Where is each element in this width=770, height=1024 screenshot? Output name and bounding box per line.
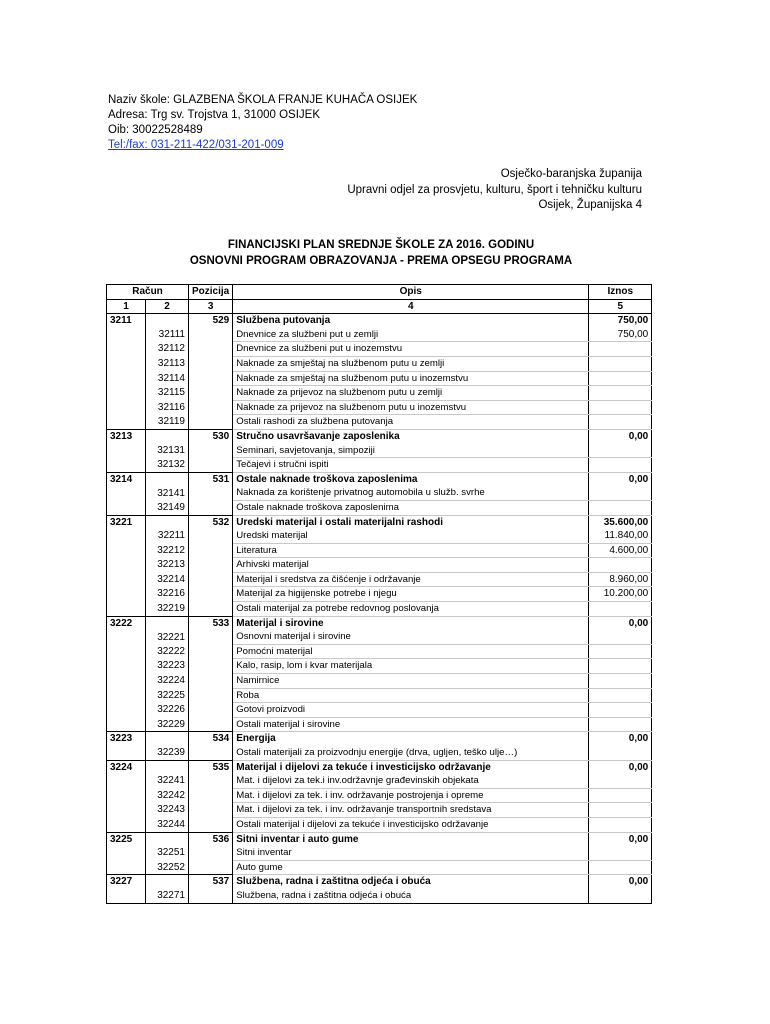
cell-account — [107, 356, 146, 371]
cell-subaccount: 32214 — [146, 572, 189, 587]
table-row — [107, 444, 652, 458]
cell-amount — [589, 486, 652, 500]
cell-description: Ostale naknade troškova zaposlenima — [233, 500, 589, 515]
table-row — [107, 703, 652, 718]
cell-description: Tečajevi i stručni ispiti — [233, 458, 589, 473]
cell-position — [189, 543, 233, 558]
cell-account — [107, 486, 146, 500]
table-row — [107, 630, 652, 644]
table-row — [107, 746, 652, 760]
cell-amount — [589, 889, 652, 903]
cell-amount: 4.600,00 — [589, 543, 652, 558]
cell-subaccount: 32112 — [146, 342, 189, 357]
cell-position: 532 — [189, 515, 233, 529]
table-group-row — [107, 429, 652, 443]
institution-department: Upravni odjel za prosvjetu, kulturu, šport i tehničku kulturu — [347, 183, 642, 196]
table-row — [107, 889, 652, 903]
cell-subaccount: 32224 — [146, 674, 189, 689]
cell-amount — [589, 386, 652, 401]
cell-subaccount: 32242 — [146, 788, 189, 803]
cell-account: 3213 — [107, 429, 146, 443]
cell-subaccount: 32271 — [146, 889, 189, 903]
cell-position — [189, 688, 233, 703]
cell-account — [107, 659, 146, 674]
cell-position — [189, 674, 233, 689]
cell-description: Arhivski materijal — [233, 558, 589, 573]
cell-subaccount: 32243 — [146, 803, 189, 818]
cell-position — [189, 328, 233, 342]
school-header — [108, 93, 417, 153]
cell-position — [189, 703, 233, 718]
cell-position — [189, 500, 233, 515]
cell-position: 529 — [189, 314, 233, 328]
cell-account — [107, 774, 146, 788]
cell-description: Mat. i dijelovi za tek. i inv. održavanje transportnih sredstava — [233, 803, 589, 818]
cell-subaccount: 32241 — [146, 774, 189, 788]
cell-subaccount — [146, 875, 189, 889]
cell-account — [107, 889, 146, 903]
table-row — [107, 415, 652, 430]
table-row — [107, 602, 652, 617]
cell-description: Naknade za prijevoz na službenom putu u inozemstvu — [233, 400, 589, 415]
table-row — [107, 803, 652, 818]
table-row — [107, 659, 652, 674]
cell-subaccount — [146, 832, 189, 846]
cell-subaccount: 32211 — [146, 529, 189, 543]
table-row — [107, 846, 652, 860]
table-row — [107, 342, 652, 357]
cell-description: Energija — [233, 732, 589, 746]
cell-position — [189, 717, 233, 732]
cell-description: Naknade za smještaj na službenom putu u zemlji — [233, 356, 589, 371]
table-row — [107, 400, 652, 415]
cell-position — [189, 817, 233, 832]
cell-subaccount: 32226 — [146, 703, 189, 718]
cell-account: 3224 — [107, 760, 146, 774]
table-row — [107, 529, 652, 543]
cell-subaccount: 32223 — [146, 659, 189, 674]
cell-description: Ostali materijal i dijelovi za tekuće i investicijsko održavanje — [233, 817, 589, 832]
cell-amount — [589, 356, 652, 371]
cell-position: 535 — [189, 760, 233, 774]
cell-account — [107, 500, 146, 515]
cell-position — [189, 774, 233, 788]
cell-amount — [589, 717, 652, 732]
cell-account — [107, 688, 146, 703]
cell-subaccount — [146, 760, 189, 774]
table-row — [107, 717, 652, 732]
table-header-row — [107, 285, 652, 300]
cell-description: Roba — [233, 688, 589, 703]
cell-description: Pomoćni materijal — [233, 644, 589, 659]
cell-position: 531 — [189, 472, 233, 486]
cell-amount — [589, 817, 652, 832]
cell-account — [107, 717, 146, 732]
cell-description: Materijal i sredstva za čišćenje i održavanje — [233, 572, 589, 587]
cell-description: Ostali materijal za potrebe redovnog poslovanja — [233, 602, 589, 617]
cell-account — [107, 703, 146, 718]
cell-amount: 0,00 — [589, 732, 652, 746]
cell-account — [107, 630, 146, 644]
cell-description: Gotovi proizvodi — [233, 703, 589, 718]
cell-subaccount: 32239 — [146, 746, 189, 760]
cell-subaccount: 32131 — [146, 444, 189, 458]
cell-position — [189, 602, 233, 617]
cell-description: Naknada za korištenje privatnog automobila u služb. svrhe — [233, 486, 589, 500]
cell-amount — [589, 602, 652, 617]
cell-description: Uredski materijal — [233, 529, 589, 543]
cell-position — [189, 846, 233, 860]
cell-position — [189, 371, 233, 386]
cell-account: 3225 — [107, 832, 146, 846]
cell-position — [189, 644, 233, 659]
school-name: Naziv škole: GLAZBENA ŠKOLA FRANJE KUHAČA OSIJEK — [108, 94, 418, 106]
cell-position — [189, 415, 233, 430]
cell-amount — [589, 688, 652, 703]
cell-position: 536 — [189, 832, 233, 846]
table-row — [107, 817, 652, 832]
cell-description: Ostale naknade troškova zaposlenima — [233, 472, 589, 486]
cell-subaccount: 32115 — [146, 386, 189, 401]
cell-amount: 0,00 — [589, 832, 652, 846]
cell-subaccount: 32113 — [146, 356, 189, 371]
col-number-4: 4 — [233, 299, 589, 314]
cell-account — [107, 328, 146, 342]
institution-county: Osječko-baranjska županija — [500, 168, 642, 180]
cell-amount — [589, 644, 652, 659]
cell-account — [107, 458, 146, 473]
cell-subaccount: 32252 — [146, 860, 189, 875]
cell-subaccount: 32212 — [146, 543, 189, 558]
table-row — [107, 587, 652, 602]
cell-subaccount: 32216 — [146, 587, 189, 602]
cell-amount — [589, 659, 652, 674]
cell-position — [189, 587, 233, 602]
cell-description: Kalo, rasip, lom i kvar materijala — [233, 659, 589, 674]
cell-description: Ostali materijal i sirovine — [233, 717, 589, 732]
header-iznos: Iznos — [589, 285, 652, 300]
cell-position — [189, 458, 233, 473]
cell-account — [107, 529, 146, 543]
cell-subaccount: 32229 — [146, 717, 189, 732]
cell-account — [107, 817, 146, 832]
cell-account — [107, 846, 146, 860]
cell-amount — [589, 342, 652, 357]
cell-account — [107, 444, 146, 458]
cell-amount — [589, 458, 652, 473]
cell-position — [189, 558, 233, 573]
header-opis: Opis — [233, 285, 589, 300]
cell-subaccount: 32114 — [146, 371, 189, 386]
cell-subaccount: 32119 — [146, 415, 189, 430]
table-group-row — [107, 616, 652, 630]
cell-account: 3227 — [107, 875, 146, 889]
table-row — [107, 688, 652, 703]
table-group-row — [107, 515, 652, 529]
table-row — [107, 386, 652, 401]
cell-subaccount: 32141 — [146, 486, 189, 500]
cell-account: 3214 — [107, 472, 146, 486]
cell-account — [107, 572, 146, 587]
cell-description: Materijal za higijenske potrebe i njegu — [233, 587, 589, 602]
cell-description: Mat. i dijelovi za tek. i inv. održavanje postrojenja i opreme — [233, 788, 589, 803]
col-number-1: 1 — [107, 299, 146, 314]
cell-account — [107, 587, 146, 602]
cell-amount: 10.200,00 — [589, 587, 652, 602]
cell-description: Ostali rashodi za službena putovanja — [233, 415, 589, 430]
cell-description: Literatura — [233, 543, 589, 558]
cell-description: Dnevnice za službeni put u zemlji — [233, 328, 589, 342]
cell-subaccount — [146, 732, 189, 746]
col-number-2: 2 — [146, 299, 189, 314]
cell-position — [189, 386, 233, 401]
cell-amount — [589, 860, 652, 875]
cell-description: Sitni inventar i auto gume — [233, 832, 589, 846]
cell-description: Stručno usavršavanje zaposlenika — [233, 429, 589, 443]
cell-account — [107, 788, 146, 803]
cell-account: 3211 — [107, 314, 146, 328]
cell-subaccount: 32116 — [146, 400, 189, 415]
col-number-5: 5 — [589, 299, 652, 314]
institution-block — [222, 167, 642, 214]
cell-amount — [589, 803, 652, 818]
cell-position — [189, 788, 233, 803]
table-row — [107, 486, 652, 500]
cell-amount: 750,00 — [589, 314, 652, 328]
school-address: Adresa: Trg sv. Trojstva 1, 31000 OSIJEK — [108, 109, 320, 121]
cell-account — [107, 342, 146, 357]
cell-description: Materijal i sirovine — [233, 616, 589, 630]
cell-subaccount: 32213 — [146, 558, 189, 573]
cell-amount: 0,00 — [589, 875, 652, 889]
table-row — [107, 458, 652, 473]
table-row — [107, 558, 652, 573]
cell-account — [107, 803, 146, 818]
cell-description: Naknade za prijevoz na službenom putu u zemlji — [233, 386, 589, 401]
cell-description: Službena, radna i zaštitna odjeća i obuća — [233, 875, 589, 889]
cell-amount — [589, 788, 652, 803]
cell-account: 3221 — [107, 515, 146, 529]
cell-description: Dnevnice za službeni put u inozemstvu — [233, 342, 589, 357]
cell-amount — [589, 400, 652, 415]
cell-amount: 0,00 — [589, 429, 652, 443]
cell-description: Uredski materijal i ostali materijalni rashodi — [233, 515, 589, 529]
cell-amount — [589, 774, 652, 788]
table-row — [107, 572, 652, 587]
table-group-row — [107, 760, 652, 774]
cell-amount: 0,00 — [589, 760, 652, 774]
cell-account — [107, 543, 146, 558]
table-row — [107, 328, 652, 342]
cell-subaccount: 32244 — [146, 817, 189, 832]
cell-description: Naknade za smještaj na službenom putu u inozemstvu — [233, 371, 589, 386]
document-title — [108, 237, 654, 269]
cell-account — [107, 602, 146, 617]
cell-subaccount: 32111 — [146, 328, 189, 342]
cell-position: 533 — [189, 616, 233, 630]
cell-description: Auto gume — [233, 860, 589, 875]
cell-position — [189, 630, 233, 644]
cell-description: Mat. i dijelovi za tek.i inv.održavnje građevinskih objekata — [233, 774, 589, 788]
institution-address: Osijek, Županijska 4 — [538, 199, 642, 211]
cell-position — [189, 746, 233, 760]
cell-position — [189, 486, 233, 500]
cell-subaccount: 32251 — [146, 846, 189, 860]
cell-amount — [589, 703, 652, 718]
table-group-row — [107, 472, 652, 486]
cell-account — [107, 415, 146, 430]
cell-amount — [589, 558, 652, 573]
cell-subaccount: 32222 — [146, 644, 189, 659]
cell-account — [107, 386, 146, 401]
cell-account: 3222 — [107, 616, 146, 630]
cell-subaccount — [146, 616, 189, 630]
table-row — [107, 543, 652, 558]
cell-position — [189, 400, 233, 415]
table-row — [107, 674, 652, 689]
table-row — [107, 860, 652, 875]
table-group-row — [107, 732, 652, 746]
cell-subaccount — [146, 314, 189, 328]
cell-description: Namirnice — [233, 674, 589, 689]
cell-description: Osnovni materijal i sirovine — [233, 630, 589, 644]
financial-plan-table — [106, 284, 652, 904]
cell-description: Službena, radna i zaštitna odjeća i obuća — [233, 889, 589, 903]
cell-subaccount: 32225 — [146, 688, 189, 703]
cell-description: Seminari, savjetovanja, simpoziji — [233, 444, 589, 458]
cell-amount — [589, 371, 652, 386]
cell-amount: 0,00 — [589, 472, 652, 486]
title-line-2: OSNOVNI PROGRAM OBRAZOVANJA - PREMA OPSEGU PROGRAMA — [189, 255, 573, 267]
cell-description: Ostali materijali za proizvodnju energije (drva, ugljen, teško ulje…) — [233, 746, 589, 760]
cell-position — [189, 342, 233, 357]
table-group-row — [107, 832, 652, 846]
table-row — [107, 774, 652, 788]
cell-amount: 750,00 — [589, 328, 652, 342]
cell-position — [189, 529, 233, 543]
header-racun: Račun — [107, 285, 189, 300]
cell-amount: 35.600,00 — [589, 515, 652, 529]
cell-subaccount: 32221 — [146, 630, 189, 644]
cell-description: Službena putovanja — [233, 314, 589, 328]
cell-subaccount — [146, 472, 189, 486]
cell-subaccount: 32219 — [146, 602, 189, 617]
table-row — [107, 788, 652, 803]
cell-amount — [589, 674, 652, 689]
cell-position — [189, 356, 233, 371]
cell-amount — [589, 746, 652, 760]
col-number-3: 3 — [189, 299, 233, 314]
cell-subaccount: 32132 — [146, 458, 189, 473]
cell-position — [189, 860, 233, 875]
cell-description: Sitni inventar — [233, 846, 589, 860]
cell-position: 537 — [189, 875, 233, 889]
cell-amount: 0,00 — [589, 616, 652, 630]
cell-account — [107, 644, 146, 659]
cell-account — [107, 558, 146, 573]
table-row — [107, 371, 652, 386]
cell-account — [107, 674, 146, 689]
cell-position — [189, 889, 233, 903]
cell-amount: 8.960,00 — [589, 572, 652, 587]
cell-amount: 11.840,00 — [589, 529, 652, 543]
cell-account — [107, 371, 146, 386]
cell-position — [189, 572, 233, 587]
cell-position — [189, 803, 233, 818]
table-row — [107, 356, 652, 371]
cell-subaccount — [146, 515, 189, 529]
cell-amount — [589, 415, 652, 430]
cell-position: 534 — [189, 732, 233, 746]
cell-subaccount — [146, 429, 189, 443]
header-pozicija: Pozicija — [189, 285, 233, 300]
cell-position — [189, 444, 233, 458]
cell-position — [189, 659, 233, 674]
cell-subaccount: 32149 — [146, 500, 189, 515]
table-number-row — [107, 299, 652, 314]
table-group-row — [107, 314, 652, 328]
table-row — [107, 644, 652, 659]
table-row — [107, 500, 652, 515]
cell-account — [107, 400, 146, 415]
title-line-1: FINANCIJSKI PLAN SREDNJE ŠKOLE ZA 2016. GODINU — [227, 239, 535, 251]
cell-amount — [589, 444, 652, 458]
cell-position: 530 — [189, 429, 233, 443]
cell-account — [107, 860, 146, 875]
cell-amount — [589, 630, 652, 644]
cell-amount — [589, 500, 652, 515]
school-phone-link[interactable]: Tel:/fax: 031-211-422/031-201-009 — [108, 139, 284, 151]
cell-account: 3223 — [107, 732, 146, 746]
cell-amount — [589, 846, 652, 860]
school-oib: Oib: 30022528489 — [108, 124, 203, 136]
cell-account — [107, 746, 146, 760]
cell-description: Materijal i dijelovi za tekuće i investicijsko održavanje — [233, 760, 589, 774]
table-group-row — [107, 875, 652, 889]
